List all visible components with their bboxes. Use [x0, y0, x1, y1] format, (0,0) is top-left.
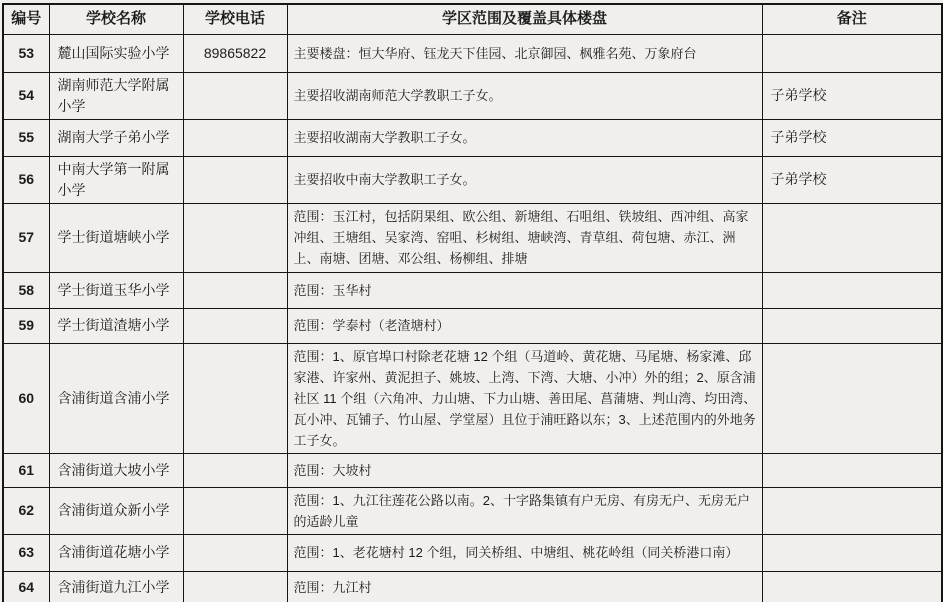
cell-phone	[183, 343, 287, 453]
column-header-note: 备注	[762, 4, 942, 34]
cell-scope: 范围：九江村	[287, 571, 762, 602]
cell-id: 53	[3, 34, 49, 72]
table-row	[3, 534, 942, 571]
cell-id: 57	[3, 203, 49, 272]
table-row	[3, 119, 942, 156]
table-row	[3, 571, 942, 602]
cell-scope: 范围：大坡村	[287, 453, 762, 487]
cell-scope: 主要楼盘：恒大华府、钰龙天下佳园、北京御园、枫雅名苑、万象府台	[287, 34, 762, 72]
cell-scope: 主要招收湖南大学教职工子女。	[287, 119, 762, 156]
cell-phone	[183, 308, 287, 343]
cell-id: 54	[3, 72, 49, 119]
cell-id: 58	[3, 272, 49, 308]
cell-id: 55	[3, 119, 49, 156]
cell-phone	[183, 156, 287, 203]
cell-id: 62	[3, 487, 49, 534]
cell-school-name: 含浦街道九江小学	[49, 571, 183, 602]
cell-phone	[183, 272, 287, 308]
column-header-school-name: 学校名称	[49, 4, 183, 34]
cell-scope: 范围：玉江村，包括阴果组、欧公组、新塘组、石咀组、铁坡组、西冲组、高家冲组、王塘组、吴家湾、窑咀、杉树组、塘峡湾、青草组、荷包塘、赤江、洲上、南塘、团塘、邓公组、杨柳组、排塘	[287, 203, 762, 272]
cell-school-name: 含浦街道众新小学	[49, 487, 183, 534]
cell-note	[762, 203, 942, 272]
table-row	[3, 34, 942, 72]
cell-note	[762, 453, 942, 487]
cell-school-name: 中南大学第一附属小学	[49, 156, 183, 203]
cell-note: 子弟学校	[762, 156, 942, 203]
cell-scope: 范围：1、老花塘村 12 个组，同关桥组、中塘组、桃花岭组（同关桥港口南）	[287, 534, 762, 571]
table-row	[3, 156, 942, 203]
cell-school-name: 含浦街道大坡小学	[49, 453, 183, 487]
cell-id: 60	[3, 343, 49, 453]
cell-scope: 主要招收中南大学教职工子女。	[287, 156, 762, 203]
table-row	[3, 343, 942, 453]
cell-school-name: 含浦街道含浦小学	[49, 343, 183, 453]
cell-phone	[183, 72, 287, 119]
cell-phone	[183, 453, 287, 487]
column-header-id: 编号	[3, 4, 49, 34]
cell-note: 子弟学校	[762, 119, 942, 156]
cell-school-name: 学士街道塘峡小学	[49, 203, 183, 272]
cell-scope: 范围：1、九江往莲花公路以南。2、十字路集镇有户无房、有房无户、无房无户的适龄儿童	[287, 487, 762, 534]
cell-phone	[183, 203, 287, 272]
cell-school-name: 湖南师范大学附属小学	[49, 72, 183, 119]
cell-note	[762, 343, 942, 453]
table-row	[3, 203, 942, 272]
table-header-row	[3, 4, 942, 34]
cell-scope: 主要招收湖南师范大学教职工子女。	[287, 72, 762, 119]
cell-scope: 范围：1、原官埠口村除老花塘 12 个组（马道岭、黄花塘、马尾塘、杨家滩、邱家港、许家州、黄泥担子、姚坡、上湾、下湾、大塘、小冲）外的组；2、原含浦社区 11 个组（六角冲、力山塘、下力山塘、善田尾、菖蒲塘、判山湾、均田湾、瓦小冲、瓦铺子、竹山屋、学堂屋）且位于浦旺路以东；3、上述范围内的外地务工子女。	[287, 343, 762, 453]
cell-id: 56	[3, 156, 49, 203]
column-header-scope: 学区范围及覆盖具体楼盘	[287, 4, 762, 34]
cell-school-name: 学士街道玉华小学	[49, 272, 183, 308]
cell-note: 子弟学校	[762, 72, 942, 119]
cell-note	[762, 571, 942, 602]
cell-phone	[183, 119, 287, 156]
table-row	[3, 272, 942, 308]
cell-note	[762, 272, 942, 308]
cell-school-name: 学士街道渣塘小学	[49, 308, 183, 343]
cell-id: 64	[3, 571, 49, 602]
cell-id: 61	[3, 453, 49, 487]
cell-note	[762, 487, 942, 534]
cell-scope: 范围：玉华村	[287, 272, 762, 308]
cell-school-name: 湖南大学子弟小学	[49, 119, 183, 156]
table-row	[3, 308, 942, 343]
cell-id: 63	[3, 534, 49, 571]
school-district-table	[2, 3, 943, 602]
cell-school-name: 麓山国际实验小学	[49, 34, 183, 72]
cell-note	[762, 34, 942, 72]
cell-scope: 范围：学泰村（老渣塘村）	[287, 308, 762, 343]
column-header-phone: 学校电话	[183, 4, 287, 34]
cell-note	[762, 308, 942, 343]
cell-note	[762, 534, 942, 571]
cell-phone	[183, 487, 287, 534]
cell-school-name: 含浦街道花塘小学	[49, 534, 183, 571]
cell-phone	[183, 571, 287, 602]
cell-phone: 89865822	[183, 34, 287, 72]
table-row	[3, 453, 942, 487]
cell-id: 59	[3, 308, 49, 343]
table-row	[3, 72, 942, 119]
table-row	[3, 487, 942, 534]
cell-phone	[183, 534, 287, 571]
